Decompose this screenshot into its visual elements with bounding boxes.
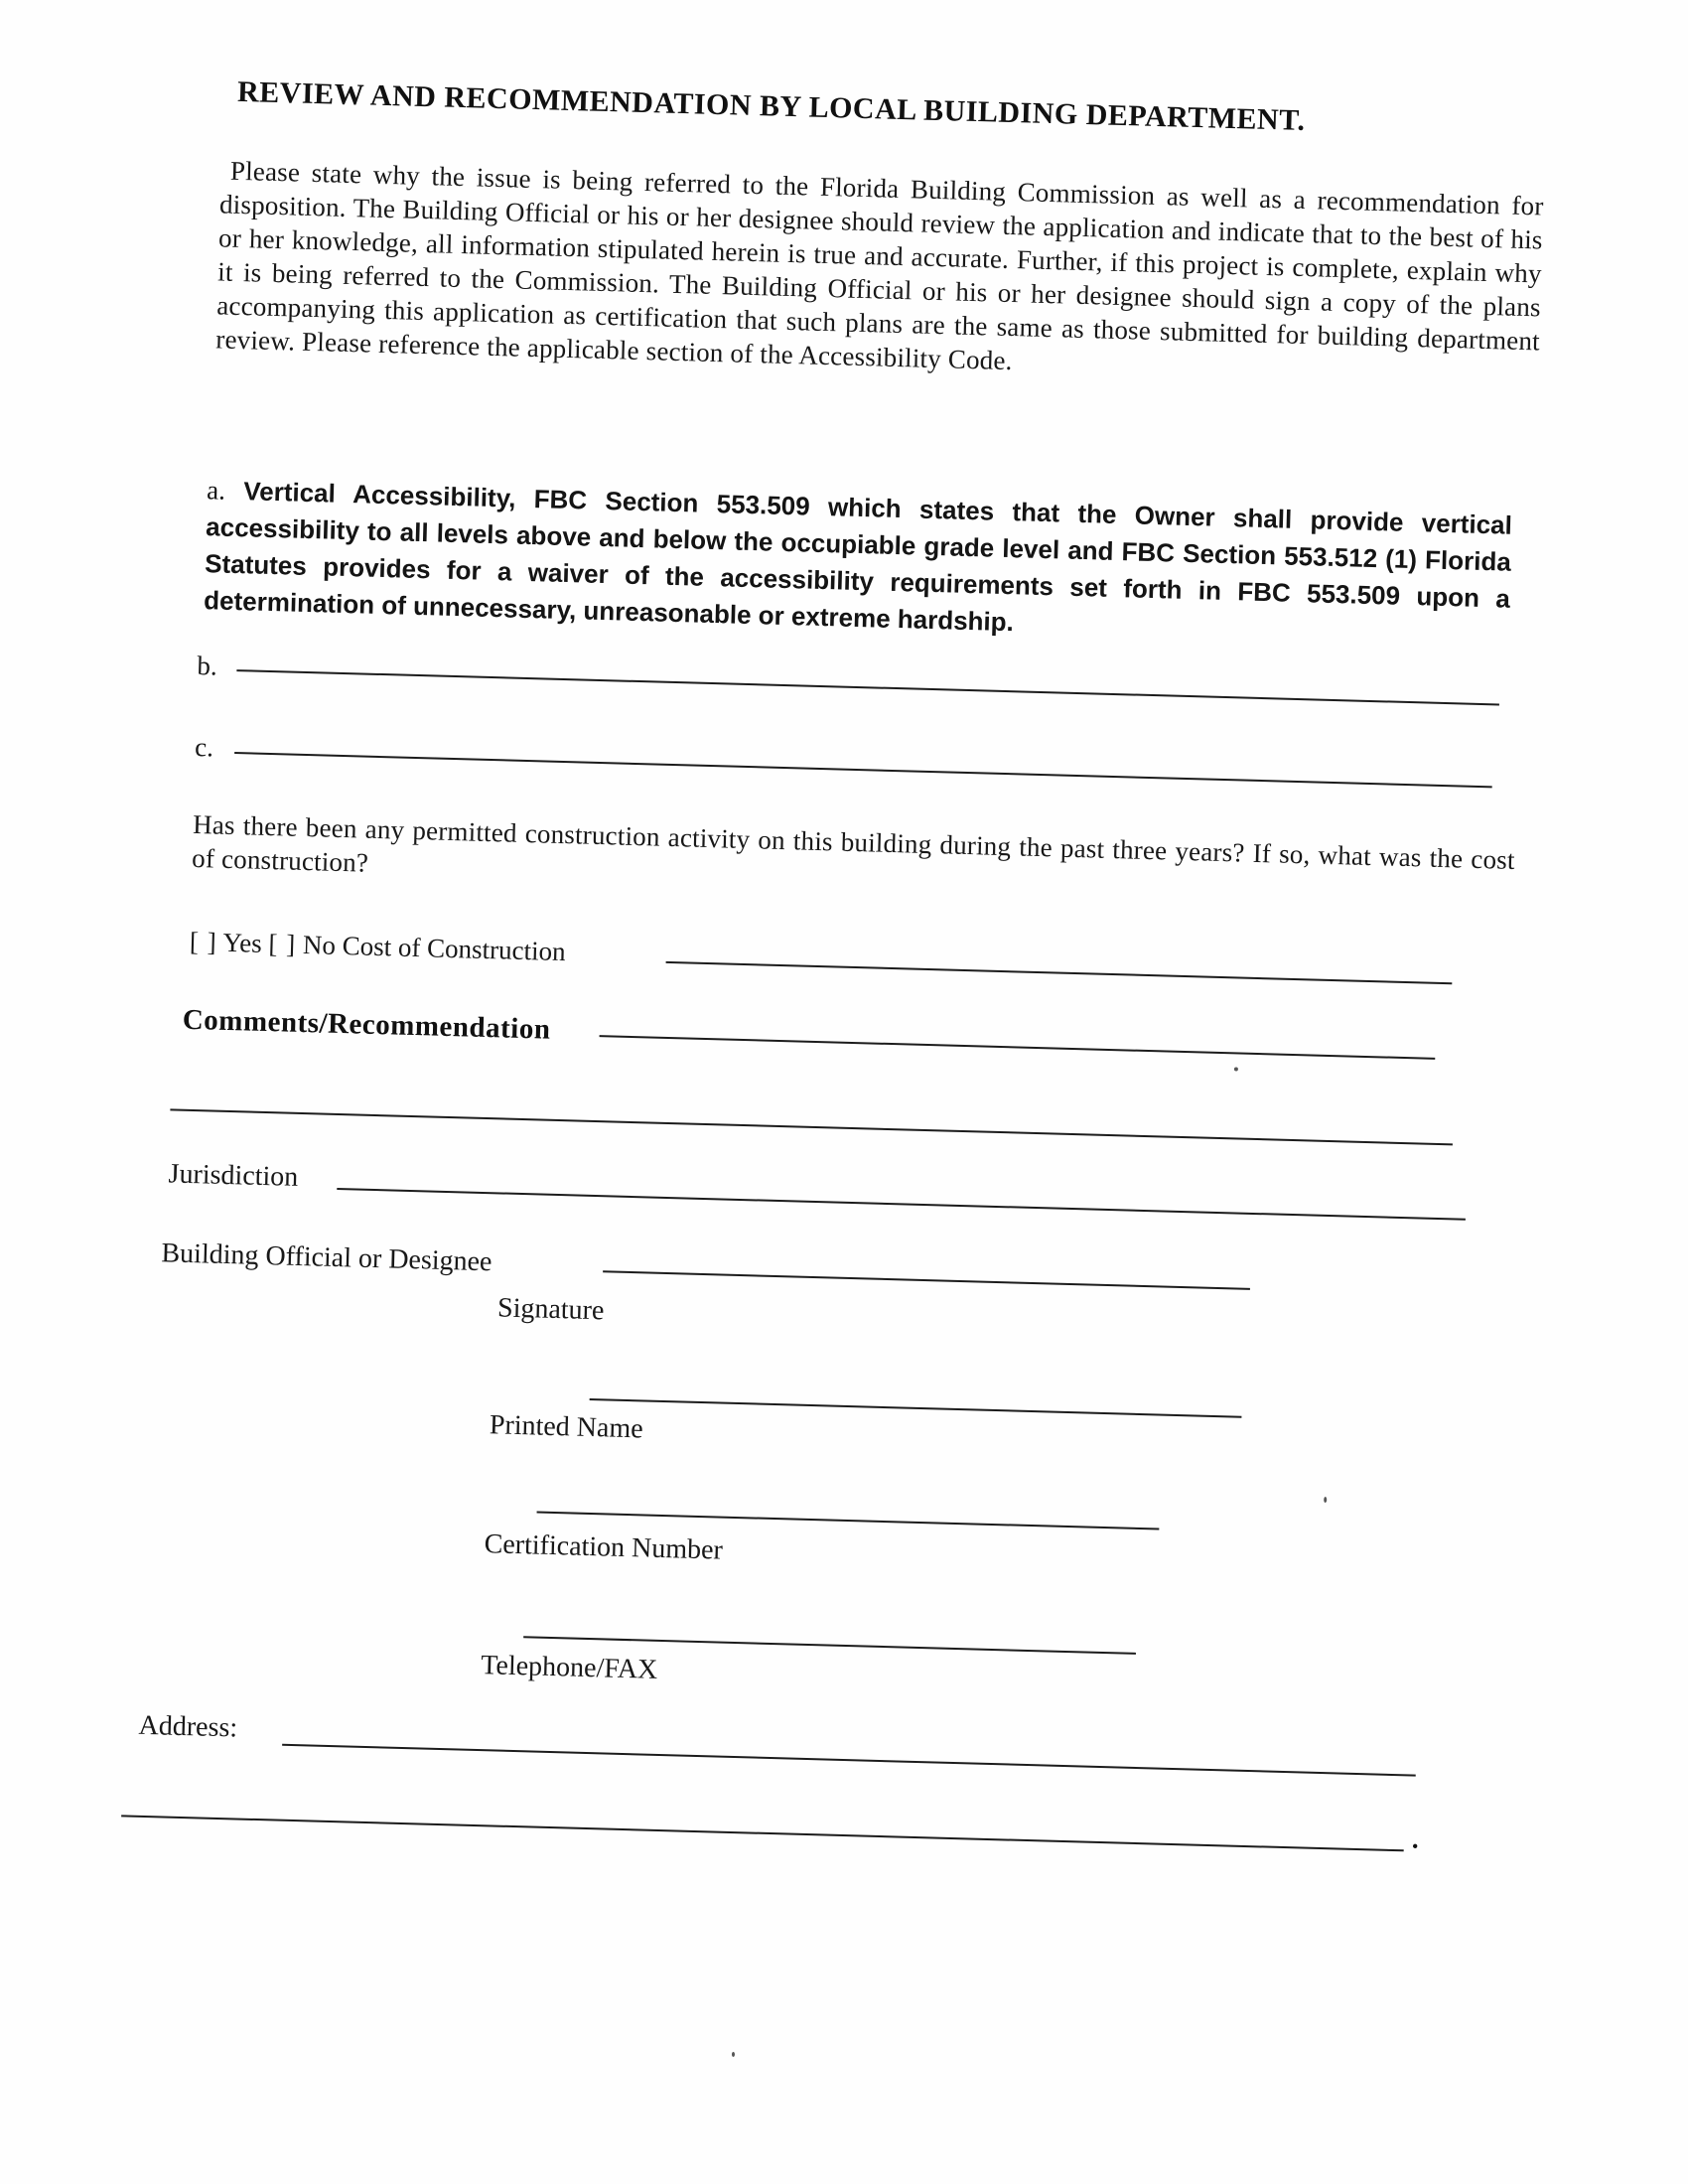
certification-number-label: Certification Number	[484, 1529, 724, 1566]
yes-checkbox[interactable]: [ ]	[189, 926, 218, 957]
scan-artifact-dot	[1234, 1067, 1238, 1071]
construction-question: Has there been any permitted construction activity on this building during the past three years? If so, what was the cost of construction?	[191, 808, 1516, 878]
comments-blank-line1[interactable]	[600, 1009, 1436, 1060]
printed-name-label: Printed Name	[489, 1409, 644, 1445]
no-checkbox[interactable]: [ ]	[268, 929, 297, 959]
item-a-prefix: a.	[206, 475, 226, 506]
building-official-label: Building Official or Designee	[161, 1238, 492, 1278]
scan-artifact-mark	[1324, 1497, 1327, 1503]
address-label: Address:	[138, 1709, 238, 1744]
cost-of-construction-blank[interactable]	[666, 936, 1453, 984]
yes-no-row	[190, 927, 566, 967]
form-content	[120, 60, 1558, 1894]
comments-blank-line2[interactable]	[170, 1083, 1453, 1145]
intro-paragraph: Please state why the issue is being referred to the Florida Building Commission as well as a recommendation for disposition. The Building Official or his or her designee should review the application and indicate that to the best of his or her knowledge, all information stipulated herein is true and accurate. Further, if this project is complete, explain why it is being referred to the Commission. The Building Official or his or her designee should sign a copy of the plans accompanying this application as certification that such plans are the same as those submitted for building department review. Please reference the applicable section of the Accessibility Code.	[215, 155, 1544, 376]
yes-label: Yes	[222, 927, 263, 958]
item-c-blank[interactable]	[234, 726, 1492, 788]
no-label: No	[302, 929, 337, 960]
trailing-period: .	[1411, 1823, 1420, 1854]
certification-number-blank[interactable]	[537, 1486, 1161, 1530]
item-b-label: b.	[197, 650, 218, 681]
telephone-fax-blank[interactable]	[523, 1610, 1137, 1655]
jurisdiction-label: Jurisdiction	[168, 1158, 299, 1193]
item-a-text: Vertical Accessibility, FBC Section 553.509 which states that the Owner shall provide vertical accessibility to all levels above and below the occupiable grade level and FBC Section 553.512 (1) Florida Statutes provides for a waiver of the accessibility requirements set forth in FBC 553.509 upon a determination of unnecessary, unreasonable or extreme hardship.	[203, 476, 1513, 638]
signature-blank[interactable]	[603, 1244, 1251, 1290]
scan-artifact-speck	[732, 2052, 735, 2057]
item-c-label: c.	[194, 731, 214, 763]
printed-name-blank[interactable]	[590, 1373, 1243, 1418]
signature-label: Signature	[496, 1292, 605, 1327]
page-title: REVIEW AND RECOMMENDATION BY LOCAL BUILDING DEPARTMENT.	[236, 74, 1306, 137]
item-a-paragraph	[204, 472, 1513, 655]
jurisdiction-blank[interactable]	[337, 1162, 1466, 1221]
address-blank-line1[interactable]	[282, 1718, 1416, 1777]
address-blank-line2[interactable]	[121, 1789, 1404, 1851]
comments-label: Comments/Recommendation	[182, 1003, 551, 1046]
item-b-blank[interactable]	[236, 644, 1499, 705]
telephone-fax-label: Telephone/FAX	[480, 1650, 658, 1685]
cost-label: Cost of Construction	[342, 931, 567, 967]
